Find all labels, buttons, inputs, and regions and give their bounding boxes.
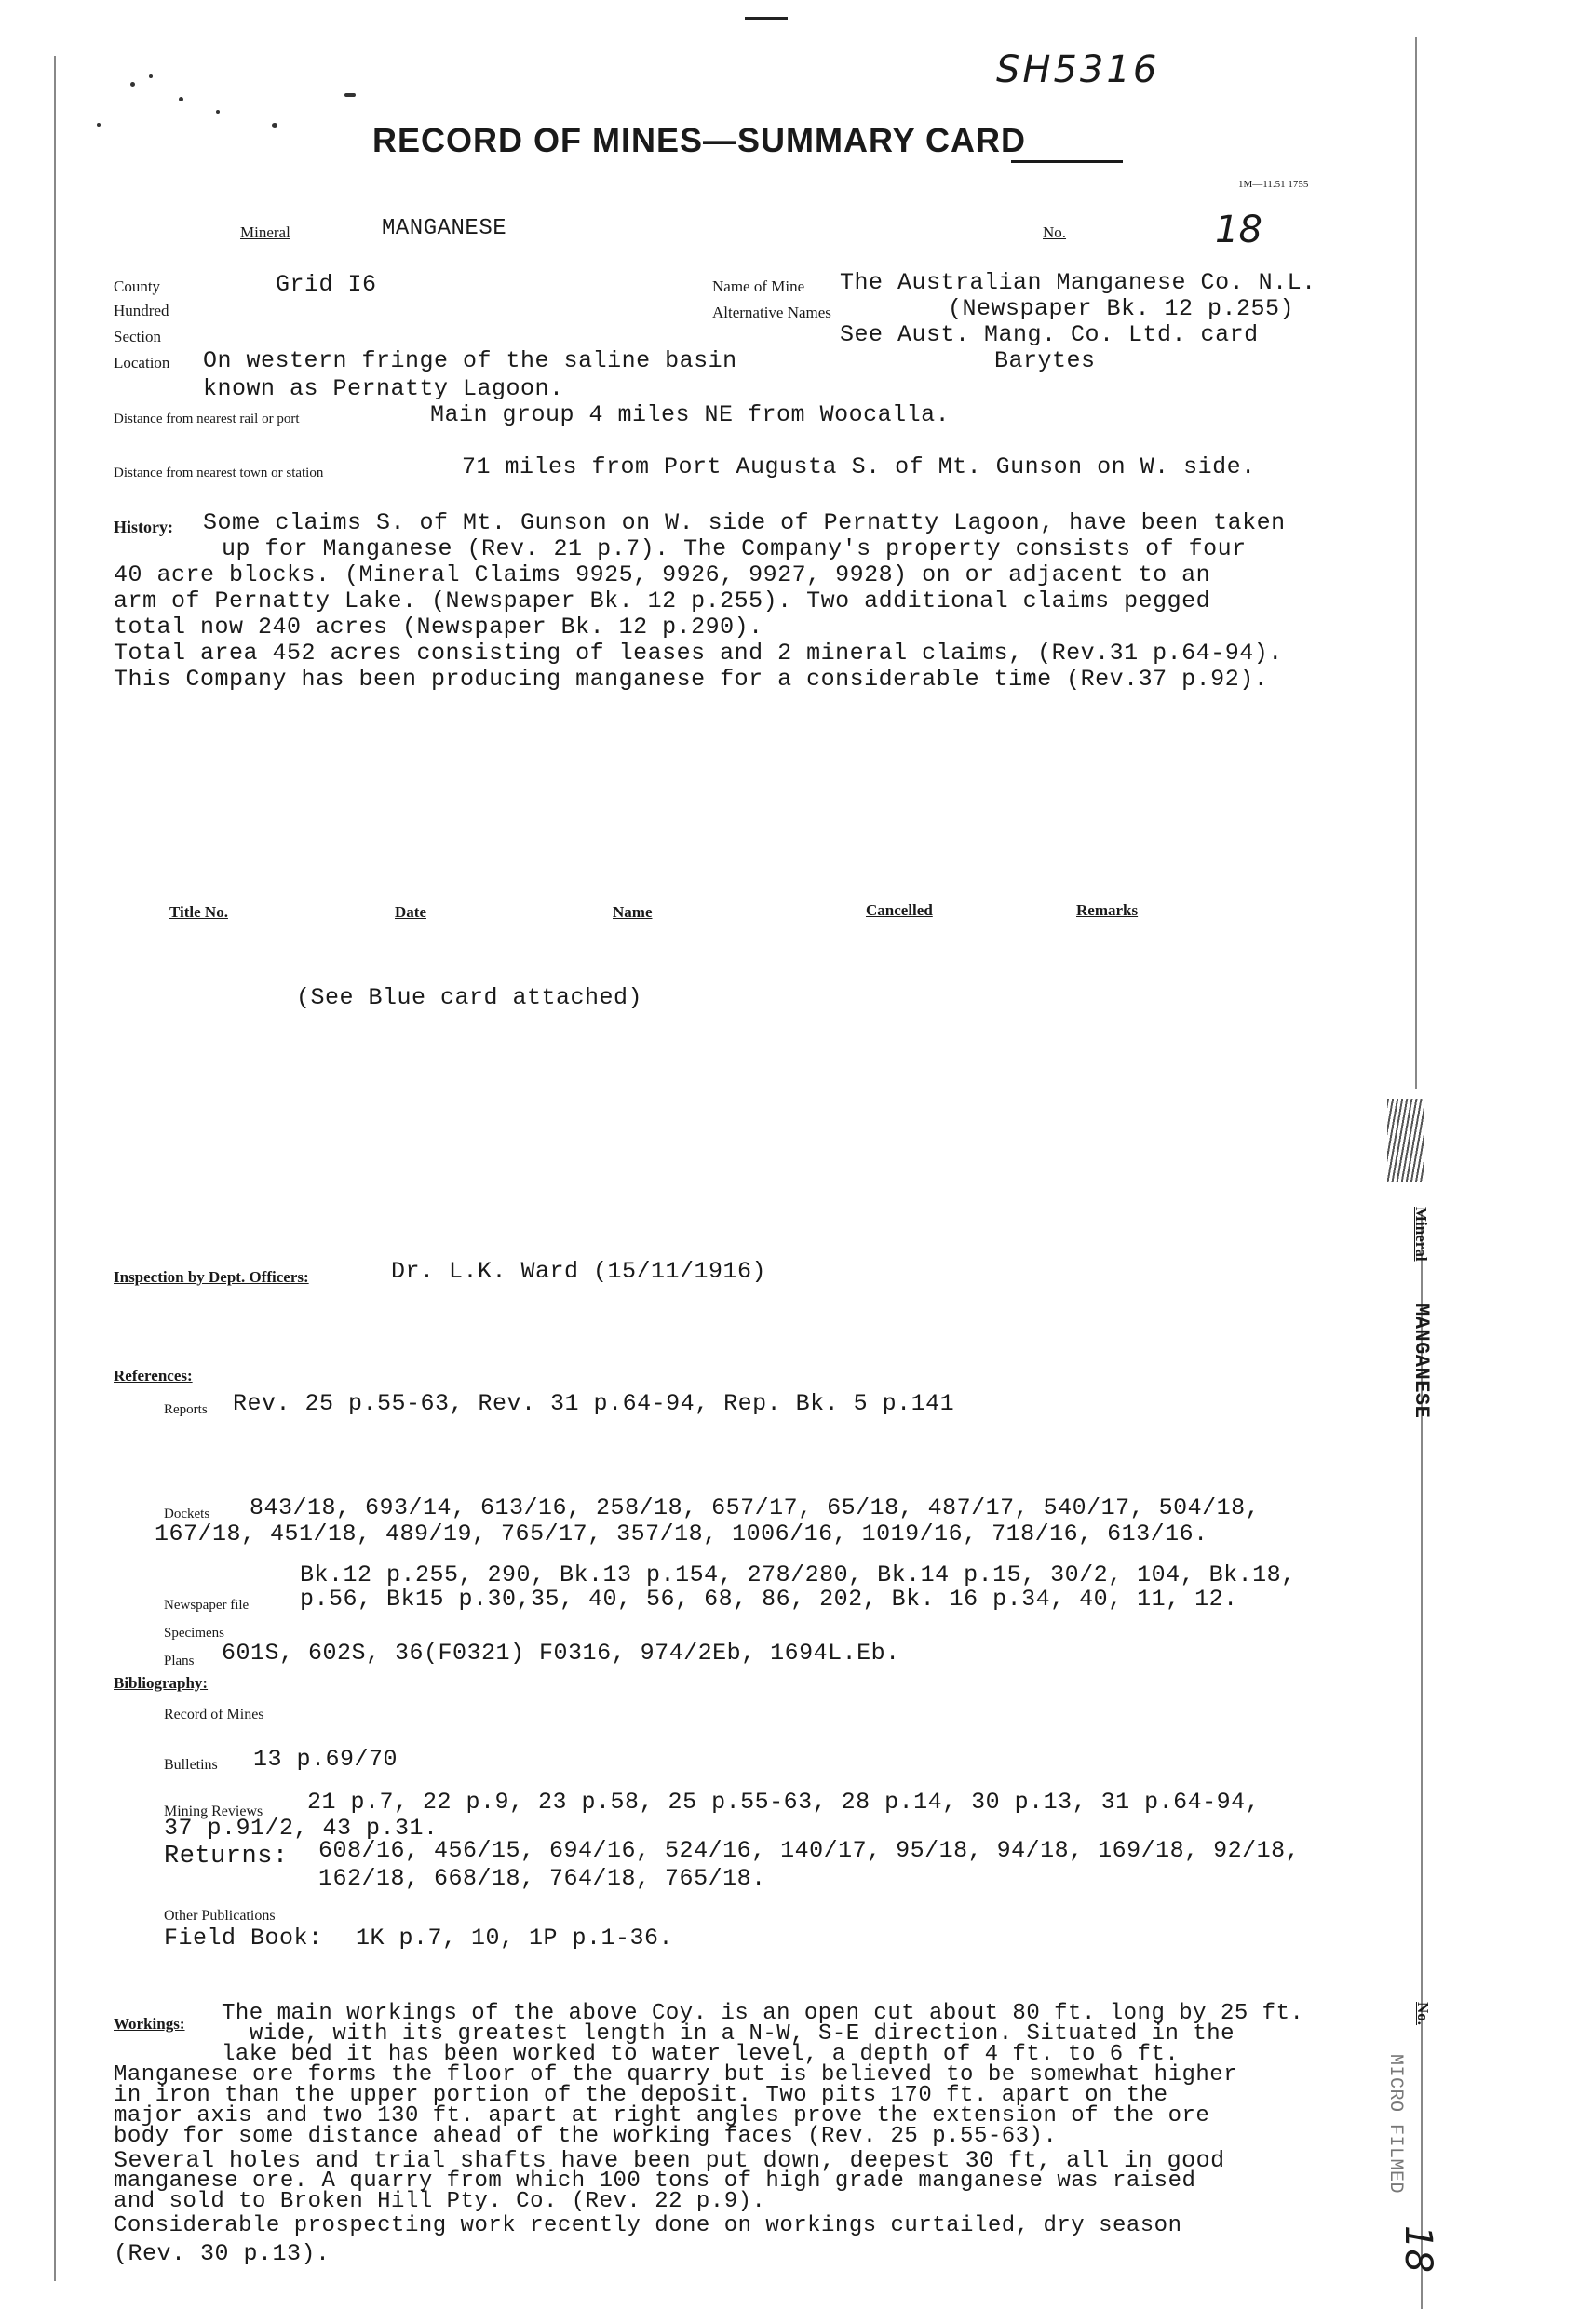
workings-line: Manganese ore forms the floor of the quarry but is believed to be somewhat higher	[114, 2062, 1238, 2088]
dockets-line-1: 843/18, 693/14, 613/16, 258/18, 657/17, 65/18, 487/17, 540/17, 504/18,	[250, 1494, 1261, 1521]
scan-mark-top	[745, 17, 788, 20]
workings-line: wide, with its greatest length in a N-W, S-E direction. Situated in the	[250, 2021, 1235, 2047]
alt-names-label: Alternative Names	[712, 304, 831, 321]
alt-names-line-2: See Aust. Mang. Co. Ltd. card	[840, 321, 1259, 348]
side-filmed-stamp: MICRO FILMED	[1384, 2054, 1406, 2195]
workings-line: The main workings of the above Coy. is an open cut about 80 ft. long by 25 ft.	[222, 2001, 1304, 2026]
scan-speck	[216, 110, 220, 114]
history-label: History:	[114, 518, 173, 536]
history-line: up for Manganese (Rev. 21 p.7). The Company's property consists of four	[222, 535, 1247, 562]
name-of-mine-value: The Australian Manganese Co. N.L.	[840, 269, 1316, 296]
references-label: References:	[114, 1367, 193, 1385]
no-label: No.	[1043, 223, 1067, 241]
newspaper-label: Newspaper file	[164, 1598, 250, 1613]
mining-reviews-line-1: 21 p.7, 22 p.9, 23 p.58, 25 p.55-63, 28 p.14, 30 p.13, 31 p.64-94,	[307, 1789, 1261, 1816]
workings-line: major axis and two 130 ft. apart at right angles prove the extension of the ore	[114, 2103, 1210, 2128]
scan-speck	[344, 93, 356, 97]
scan-smudge	[1387, 1099, 1424, 1182]
reports-value: Rev. 25 p.55-63, Rev. 31 p.64-94, Rep. Bk. 5 p.141	[233, 1390, 955, 1417]
history-line: 40 acre blocks. (Mineral Claims 9925, 9926, 9927, 9928) on or adjacent to an	[114, 561, 1211, 588]
mineral-label: Mineral	[240, 223, 290, 241]
right-card-edge-upper	[1415, 37, 1417, 1089]
county-label: County	[114, 277, 161, 295]
mining-reviews-line-2: 37 p.91/2, 43 p.31.	[164, 1815, 439, 1842]
workings-line: and sold to Broken Hill Pty. Co. (Rev. 22 p.9).	[114, 2189, 766, 2214]
scan-speck	[97, 123, 101, 127]
bulletins-value: 13 p.69/70	[253, 1746, 398, 1773]
workings-line: (Rev. 30 p.13).	[114, 2240, 331, 2267]
history-line: Total area 452 acres consisting of leases and 2 mineral claims, (Rev.31 p.64-94).	[114, 640, 1283, 667]
plans-value: 601S, 602S, 36(F0321) F0316, 974/2Eb, 1694L.Eb.	[222, 1640, 900, 1667]
col-remarks: Remarks	[1076, 901, 1139, 919]
mineral-value: MANGANESE	[382, 216, 507, 241]
field-book-value: 1K p.7, 10, 1P p.1-36.	[356, 1925, 674, 1952]
dist-rail-value: Main group 4 miles NE from Woocalla.	[430, 401, 951, 428]
location-label: Location	[114, 354, 170, 372]
scan-speck	[130, 82, 135, 87]
inspection-label: Inspection by Dept. Officers:	[114, 1268, 309, 1286]
location-line-2: known as Pernatty Lagoon.	[203, 375, 564, 402]
inspection-value: Dr. L.K. Ward (15/11/1916)	[391, 1258, 767, 1285]
workings-line: Considerable prospecting work recently done on workings curtailed, dry season	[114, 2213, 1182, 2238]
side-mineral-label: Mineral	[1412, 1207, 1430, 1262]
side-card-number: 18	[1397, 2225, 1439, 2273]
newspaper-line-2: p.56, Bk15 p.30,35, 40, 56, 68, 86, 202, Bk. 16 p.34, 40, 11, 12.	[300, 1586, 1238, 1613]
bulletins-label: Bulletins	[164, 1757, 218, 1773]
side-mineral-value: MANGANESE	[1410, 1304, 1433, 1419]
returns-label: Returns:	[164, 1843, 289, 1871]
history-line: total now 240 acres (Newspaper Bk. 12 p.290).	[114, 614, 763, 641]
history-line: arm of Pernatty Lake. (Newspaper Bk. 12 p.255). Two additional claims pegged	[114, 588, 1211, 615]
card-number: 18	[1215, 209, 1262, 251]
col-name: Name	[613, 903, 653, 921]
name-of-mine-label: Name of Mine	[712, 277, 805, 295]
returns-line-1: 608/16, 456/15, 694/16, 524/16, 140/17, 95/18, 94/18, 169/18, 92/18,	[318, 1837, 1301, 1864]
title-underline	[1011, 160, 1123, 163]
returns-line-2: 162/18, 668/18, 764/18, 765/18.	[318, 1865, 766, 1892]
specimens-label: Specimens	[164, 1626, 224, 1641]
alt-names-line-1: (Newspaper Bk. 12 p.255)	[948, 295, 1295, 322]
section-label: Section	[114, 328, 161, 345]
side-no-label: No.	[1414, 2002, 1432, 2026]
history-line: This Company has been producing manganese for a considerable time (Rev.37 p.92).	[114, 666, 1269, 693]
newspaper-line-1: Bk.12 p.255, 290, Bk.13 p.154, 278/280, Bk.14 p.15, 30/2, 104, Bk.18,	[300, 1561, 1296, 1588]
col-cancelled: Cancelled	[866, 901, 933, 919]
workings-line: lake bed it has been worked to water level, a depth of 4 ft. to 6 ft.	[222, 2042, 1180, 2067]
plans-label: Plans	[164, 1654, 195, 1669]
dist-town-label: Distance from nearest town or station	[114, 466, 324, 480]
field-book-label: Field Book:	[164, 1925, 323, 1952]
hundred-label: Hundred	[114, 302, 169, 319]
workings-label: Workings:	[114, 2015, 185, 2033]
scan-speck	[272, 123, 277, 128]
scan-speck	[149, 74, 153, 78]
dist-rail-label: Distance from nearest rail or port	[114, 412, 300, 426]
mining-reviews-label: Mining Reviews	[164, 1804, 263, 1819]
dockets-line-2: 167/18, 451/18, 489/19, 765/17, 357/18, 1006/16, 1019/16, 718/16, 613/16.	[155, 1520, 1208, 1547]
scan-speck	[179, 97, 183, 101]
history-line: Some claims S. of Mt. Gunson on W. side of Pernatty Lagoon, have been taken	[203, 509, 1286, 536]
handwritten-ref-number: SH5316	[996, 48, 1160, 91]
bibliography-label: Bibliography:	[114, 1674, 209, 1692]
dist-town-value: 71 miles from Port Augusta S. of Mt. Gunson on W. side.	[462, 453, 1256, 480]
county-value: Grid I6	[276, 271, 377, 298]
workings-line: in iron than the upper portion of the deposit. Two pits 170 ft. apart on the	[114, 2083, 1168, 2108]
alt-names-line-3: Barytes	[994, 347, 1096, 374]
workings-line: body for some distance ahead of the working faces (Rev. 25 p.55-63).	[114, 2124, 1058, 2149]
col-date: Date	[395, 903, 426, 921]
see-blue-card-note: (See Blue card attached)	[296, 984, 643, 1011]
record-of-mines-label: Record of Mines	[164, 1707, 264, 1723]
print-code: 1M—11.51 1755	[1238, 179, 1309, 190]
dockets-label: Dockets	[164, 1507, 210, 1521]
workings-line: Several holes and trial shafts have been put down, deepest 30 ft, all in good	[114, 2147, 1225, 2174]
workings-line: manganese ore. A quarry from which 100 tons of high grade manganese was raised	[114, 2169, 1196, 2194]
location-line-1: On western fringe of the saline basin	[203, 347, 737, 374]
other-publications-label: Other Publications	[164, 1908, 276, 1924]
card-title: RECORD OF MINES—SUMMARY CARD	[372, 121, 1027, 159]
col-title-no: Title No.	[169, 903, 228, 921]
reports-label: Reports	[164, 1402, 208, 1417]
left-card-edge	[54, 56, 56, 2281]
